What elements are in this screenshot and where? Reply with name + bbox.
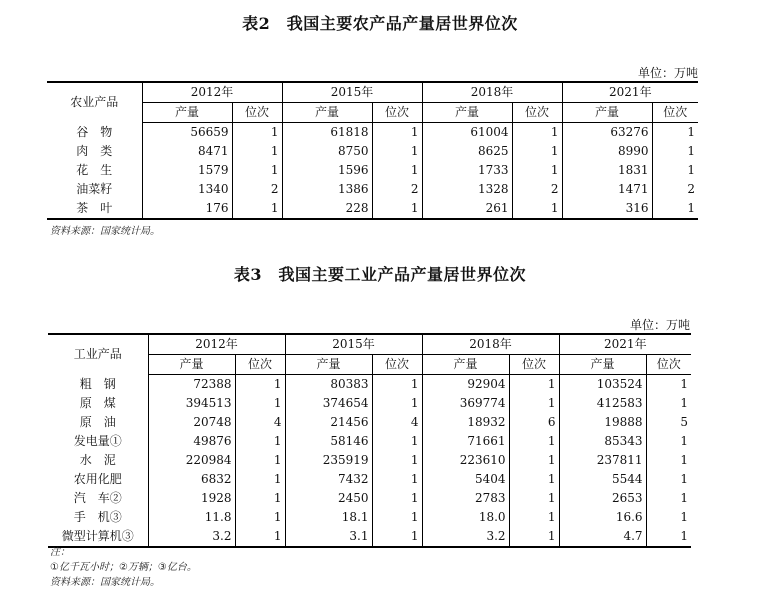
product-name: 谷 物: [76, 124, 113, 139]
output-cell: 316: [562, 199, 652, 219]
output-cell: 3.2: [148, 527, 235, 547]
table-row: [47, 180, 698, 199]
row-header: 农业产品: [47, 82, 142, 123]
rank-cell: 1: [372, 508, 422, 527]
year-header: 2012年: [148, 334, 285, 355]
output-cell: 80383: [285, 375, 372, 395]
rank-cell: 2: [512, 180, 562, 199]
rank-cell: 1: [235, 489, 285, 508]
output-cell: 412583: [559, 394, 646, 413]
table-row: [47, 142, 698, 161]
rank-cell: 1: [372, 527, 422, 547]
rank-cell: 1: [235, 508, 285, 527]
row-header: 工业产品: [48, 334, 148, 375]
output-cell: 61004: [422, 123, 512, 143]
output-cell: 8990: [562, 142, 652, 161]
year-header: 2015年: [282, 82, 422, 103]
rank-header: 位次: [652, 103, 698, 123]
rank-cell: 1: [646, 432, 691, 451]
product-name: 微型计算机③: [48, 527, 148, 547]
table3-source-note: 资料来源：国家统计局。: [50, 577, 160, 588]
rank-cell: 1: [372, 432, 422, 451]
rank-cell: 1: [372, 123, 422, 143]
output-cell: 1733: [422, 161, 512, 180]
rank-cell: 1: [509, 527, 559, 547]
table3-notes: [50, 545, 197, 590]
note-label: 注：: [50, 547, 70, 558]
rank-header: 位次: [372, 103, 422, 123]
table-row: [48, 413, 691, 432]
product-name: 原 油: [79, 415, 116, 429]
table-row: [48, 489, 691, 508]
output-cell: 3.2: [422, 527, 509, 547]
output-cell: 72388: [148, 375, 235, 395]
rank-cell: 1: [646, 470, 691, 489]
rank-cell: 1: [512, 161, 562, 180]
rank-header: 位次: [372, 355, 422, 375]
rank-header: 位次: [232, 103, 282, 123]
output-cell: 1340: [142, 180, 232, 199]
table-row: [47, 161, 698, 180]
rank-cell: 1: [646, 394, 691, 413]
output-cell: 5544: [559, 470, 646, 489]
output-header: 产量: [559, 355, 646, 375]
output-cell: 237811: [559, 451, 646, 470]
rank-cell: 1: [509, 470, 559, 489]
product-name: 汽 车②: [73, 491, 122, 505]
table-row: [48, 432, 691, 451]
output-cell: 7432: [285, 470, 372, 489]
output-cell: 8750: [282, 142, 372, 161]
output-cell: 5404: [422, 470, 509, 489]
rank-cell: 1: [235, 375, 285, 395]
table2-source-note: 资料来源：国家统计局。: [50, 226, 160, 237]
table-row: [47, 199, 698, 219]
output-cell: 374654: [285, 394, 372, 413]
rank-cell: 5: [646, 413, 691, 432]
rank-cell: 1: [509, 394, 559, 413]
output-cell: 92904: [422, 375, 509, 395]
industrial-products-table: [48, 333, 691, 548]
table-row: [48, 375, 691, 395]
rank-cell: 1: [509, 489, 559, 508]
output-cell: 1928: [148, 489, 235, 508]
rank-cell: 1: [372, 161, 422, 180]
table-row: [48, 527, 691, 547]
output-cell: 3.1: [285, 527, 372, 547]
year-header: 2021年: [559, 334, 691, 355]
rank-cell: 1: [372, 470, 422, 489]
output-header: 产量: [422, 355, 509, 375]
table-row: [48, 470, 691, 489]
rank-header: 位次: [235, 355, 285, 375]
product-name: 茶 叶: [47, 199, 142, 219]
output-header: 产量: [148, 355, 235, 375]
rank-cell: 1: [372, 199, 422, 219]
product-name: 水 泥: [79, 453, 116, 467]
rank-cell: 1: [512, 123, 562, 143]
rank-cell: 1: [232, 199, 282, 219]
year-header: 2018年: [422, 82, 562, 103]
table2-unit-label: 单位：万吨: [638, 66, 699, 80]
rank-cell: 1: [235, 527, 285, 547]
rank-cell: 1: [652, 161, 698, 180]
output-cell: 6832: [148, 470, 235, 489]
output-cell: 58146: [285, 432, 372, 451]
output-header: 产量: [422, 103, 512, 123]
rank-cell: 1: [235, 470, 285, 489]
rank-cell: 1: [646, 489, 691, 508]
output-cell: 1386: [282, 180, 372, 199]
output-cell: 261: [422, 199, 512, 219]
output-cell: 11.8: [148, 508, 235, 527]
product-name: 手 机③: [73, 510, 122, 524]
rank-cell: 2: [652, 180, 698, 199]
rank-cell: 1: [372, 394, 422, 413]
rank-cell: 1: [646, 527, 691, 547]
rank-cell: 1: [509, 432, 559, 451]
table-row: [48, 451, 691, 470]
year-header: 2018年: [422, 334, 559, 355]
output-cell: 85343: [559, 432, 646, 451]
output-cell: 369774: [422, 394, 509, 413]
output-cell: 21456: [285, 413, 372, 432]
output-cell: 103524: [559, 375, 646, 395]
rank-cell: 1: [372, 451, 422, 470]
rank-cell: 1: [646, 375, 691, 395]
output-cell: 18.1: [285, 508, 372, 527]
output-cell: 223610: [422, 451, 509, 470]
output-cell: 394513: [148, 394, 235, 413]
unit-footnotes: ①亿千瓦小时；②万辆；③亿台。: [50, 562, 197, 573]
output-cell: 18.0: [422, 508, 509, 527]
output-cell: 1596: [282, 161, 372, 180]
output-cell: 16.6: [559, 508, 646, 527]
product-name: 粗 钢: [79, 376, 116, 391]
output-cell: 1579: [142, 161, 232, 180]
year-header: 2015年: [285, 334, 422, 355]
rank-cell: 1: [232, 142, 282, 161]
rank-cell: 2: [232, 180, 282, 199]
rank-cell: 1: [372, 375, 422, 395]
rank-cell: 1: [232, 123, 282, 143]
output-cell: 63276: [562, 123, 652, 143]
product-name: 发电量①: [73, 434, 122, 448]
output-cell: 71661: [422, 432, 509, 451]
rank-cell: 1: [652, 123, 698, 143]
output-cell: 228: [282, 199, 372, 219]
table3-title: 表3 我国主要工业产品产量居世界位次: [233, 265, 527, 284]
table2-title: 表2 我国主要农产品产量居世界位次: [242, 14, 518, 33]
rank-cell: 1: [646, 451, 691, 470]
output-cell: 1328: [422, 180, 512, 199]
product-name: 原 煤: [79, 396, 116, 410]
table-row: [48, 394, 691, 413]
output-cell: 235919: [285, 451, 372, 470]
output-header: 产量: [142, 103, 232, 123]
rank-cell: 1: [509, 508, 559, 527]
output-cell: 49876: [148, 432, 235, 451]
output-cell: 176: [142, 199, 232, 219]
rank-cell: 1: [232, 161, 282, 180]
rank-cell: 1: [509, 375, 559, 395]
rank-cell: 1: [512, 199, 562, 219]
output-cell: 19888: [559, 413, 646, 432]
rank-cell: 1: [235, 451, 285, 470]
output-cell: 20748: [148, 413, 235, 432]
table-row: [47, 123, 698, 143]
product-name: 油菜籽: [76, 182, 113, 196]
output-cell: 2783: [422, 489, 509, 508]
year-header: 2021年: [562, 82, 698, 103]
output-cell: 4.7: [559, 527, 646, 547]
output-cell: 2450: [285, 489, 372, 508]
output-cell: 8471: [142, 142, 232, 161]
rank-cell: 2: [372, 180, 422, 199]
output-cell: 220984: [148, 451, 235, 470]
output-header: 产量: [282, 103, 372, 123]
year-header: 2012年: [142, 82, 282, 103]
rank-cell: 1: [372, 142, 422, 161]
output-cell: 1471: [562, 180, 652, 199]
product-name: 花 生: [76, 163, 113, 177]
rank-cell: 6: [509, 413, 559, 432]
product-name: 农用化肥: [73, 472, 122, 486]
output-cell: 8625: [422, 142, 512, 161]
rank-cell: 1: [372, 489, 422, 508]
rank-header: 位次: [646, 355, 691, 375]
table-row: [48, 508, 691, 527]
table3-unit-label: 单位：万吨: [630, 318, 691, 332]
product-name: 肉 类: [76, 144, 113, 158]
output-header: 产量: [285, 355, 372, 375]
output-cell: 61818: [282, 123, 372, 143]
rank-cell: 1: [235, 394, 285, 413]
output-cell: 2653: [559, 489, 646, 508]
rank-cell: 1: [512, 142, 562, 161]
output-cell: 56659: [142, 123, 232, 143]
rank-cell: 1: [646, 508, 691, 527]
output-cell: 18932: [422, 413, 509, 432]
rank-cell: 4: [235, 413, 285, 432]
rank-header: 位次: [509, 355, 559, 375]
rank-cell: 1: [235, 432, 285, 451]
output-cell: 1831: [562, 161, 652, 180]
rank-cell: 1: [652, 199, 698, 219]
rank-cell: 4: [372, 413, 422, 432]
rank-cell: 1: [509, 451, 559, 470]
output-header: 产量: [562, 103, 652, 123]
rank-cell: 1: [652, 142, 698, 161]
rank-header: 位次: [512, 103, 562, 123]
agricultural-products-table: [47, 81, 698, 220]
